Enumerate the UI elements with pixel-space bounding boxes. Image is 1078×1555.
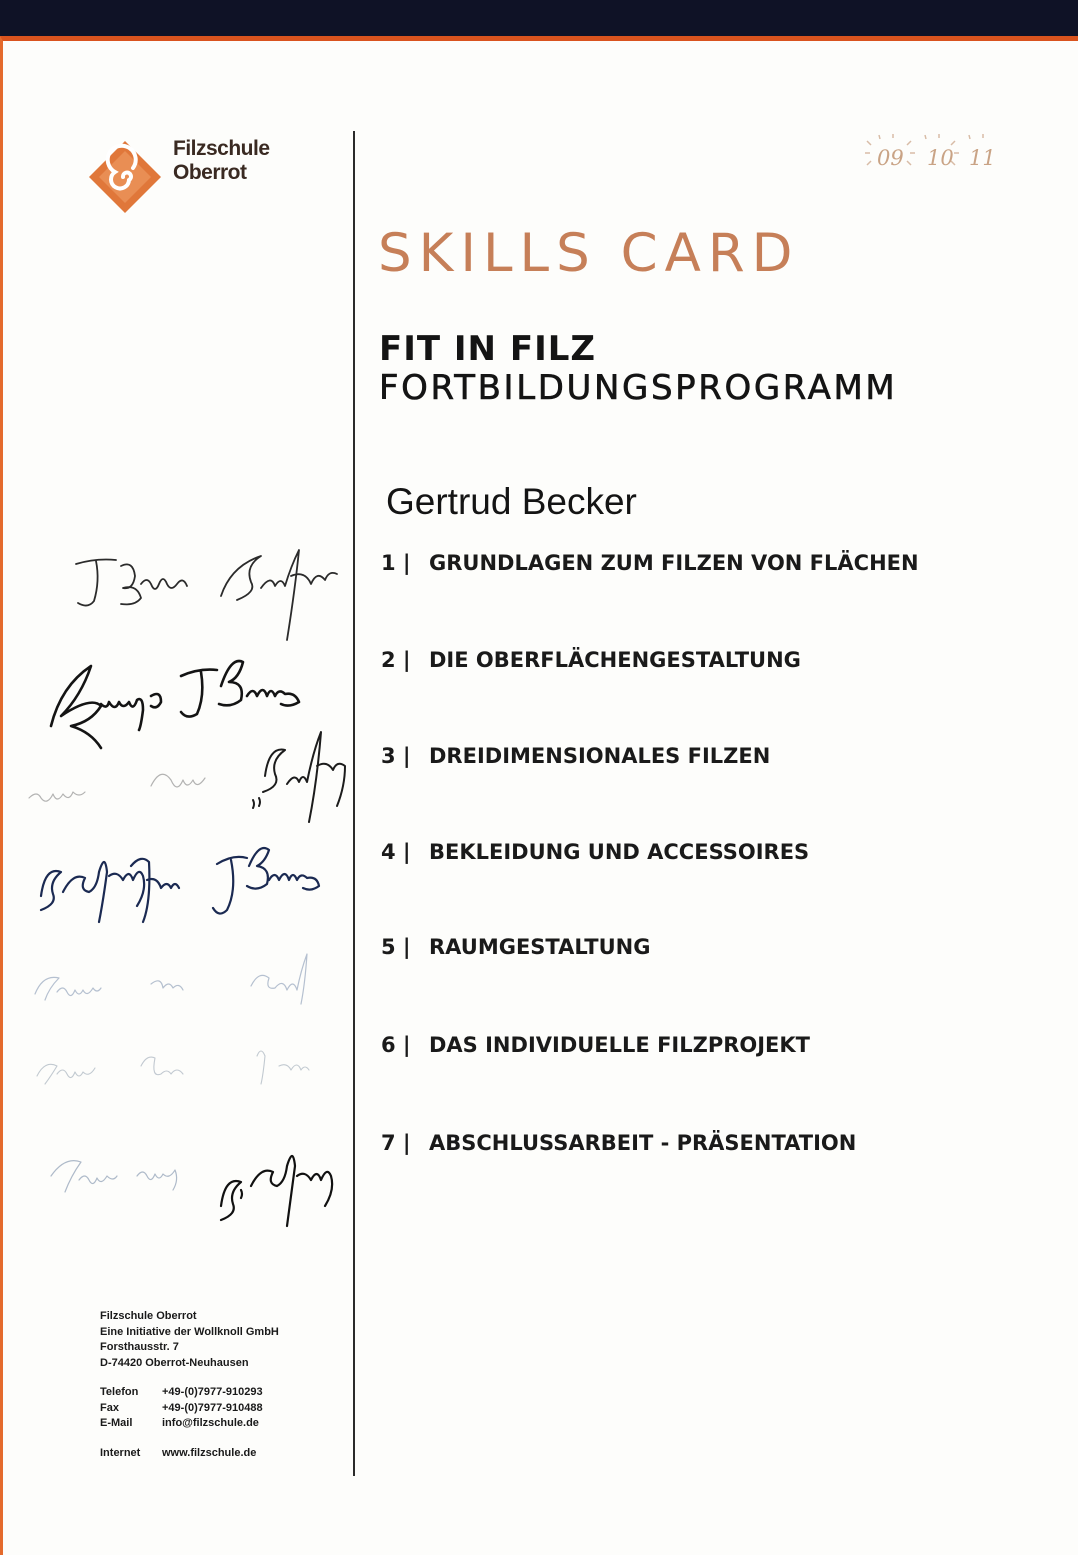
module-label: DIE OBERFLÄCHENGESTALTUNG	[429, 648, 801, 672]
signature-column	[21, 536, 361, 1256]
module-number: 3 |	[381, 744, 411, 768]
module-item-6	[381, 1033, 1061, 1057]
signature-row-3	[29, 774, 205, 801]
phone-label: Telefon	[100, 1386, 139, 1398]
year-10: 10	[927, 146, 954, 170]
organization-logo	[85, 137, 315, 217]
module-label: GRUNDLAGEN ZUM FILZEN VON FLÄCHEN	[429, 551, 919, 575]
module-item-5	[381, 935, 1061, 959]
signature-row-6	[37, 1051, 309, 1084]
year-badge	[859, 129, 999, 179]
phone-row	[100, 1385, 340, 1401]
organization-name-line2: Oberrot	[173, 161, 247, 184]
module-item-2	[381, 648, 1061, 672]
module-number: 7 |	[381, 1131, 411, 1155]
web-row	[100, 1446, 340, 1462]
address-line4: D-74420 Oberrot-Neuhausen	[100, 1356, 249, 1369]
organization-name-line1: Filzschule	[173, 137, 270, 160]
module-number: 2 |	[381, 648, 411, 672]
module-item-4	[381, 840, 1061, 864]
module-number: 1 |	[381, 551, 411, 575]
fax-row	[100, 1401, 340, 1417]
module-label: BEKLEIDUNG UND ACCESSOIRES	[429, 840, 810, 864]
fax-value: +49-(0)7977-910488	[162, 1401, 263, 1414]
web-link[interactable]: www.filzschule.de	[162, 1446, 257, 1459]
module-label: DREIDIMENSIONALES FILZEN	[429, 744, 771, 768]
email-row	[100, 1416, 340, 1432]
program-title: FIT IN FILZ	[379, 329, 597, 369]
signature-row-5	[35, 954, 307, 1004]
module-label: DAS INDIVIDUELLE FILZPROJEKT	[429, 1033, 811, 1057]
signature-row-7-light	[51, 1161, 177, 1192]
module-label: ABSCHLUSSARBEIT - PRÄSENTATION	[429, 1131, 857, 1155]
signature-row-2	[51, 661, 299, 748]
email-label: E-Mail	[100, 1417, 133, 1429]
fax-label: Fax	[100, 1401, 119, 1414]
module-item-3	[381, 744, 1061, 768]
module-number: 6 |	[381, 1033, 411, 1057]
card-title: SKILLS CARD	[378, 223, 800, 284]
signature-row-3-ink	[253, 732, 345, 822]
module-label: RAUMGESTALTUNG	[429, 935, 651, 959]
skills-card	[0, 36, 1078, 1555]
module-number: 4 |	[381, 840, 411, 864]
module-item-7	[381, 1131, 1061, 1155]
signature-row-4	[41, 848, 319, 922]
year-11: 11	[969, 146, 996, 170]
address-line2: Eine Initiative der Wollknoll GmbH	[100, 1325, 279, 1338]
signature-row-1	[76, 550, 337, 640]
participant-name: Gertrud Becker	[386, 481, 637, 522]
web-label: Internet	[100, 1446, 141, 1459]
swirl-diamond-icon	[85, 137, 165, 217]
year-09: 09	[877, 146, 904, 170]
signature-row-7-ink	[221, 1156, 332, 1226]
phone-value: +49-(0)7977-910293	[162, 1386, 263, 1398]
email-link[interactable]: info@filzschule.de	[162, 1417, 259, 1429]
program-subtitle: FORTBILDUNGSPROGRAMM	[379, 368, 898, 408]
module-number: 5 |	[381, 935, 411, 959]
organization-name	[173, 137, 333, 185]
address-line1: Filzschule Oberrot	[100, 1310, 197, 1322]
module-item-1	[381, 551, 1061, 575]
address-line3: Forsthausstr. 7	[100, 1341, 179, 1353]
address-block	[100, 1309, 340, 1461]
